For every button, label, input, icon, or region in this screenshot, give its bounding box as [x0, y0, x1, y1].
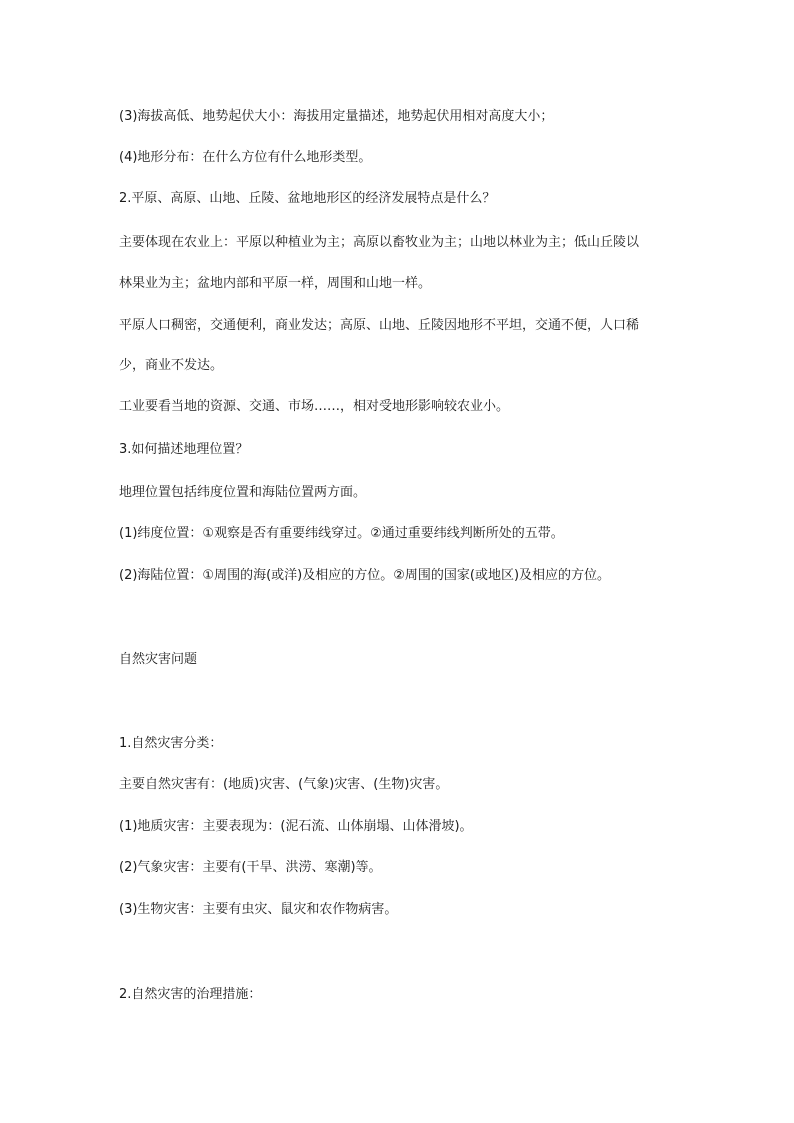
paragraph-main-disasters: 主要自然灾害有：(地质)灾害、(气象)灾害、(生物)灾害。	[119, 777, 449, 792]
question-economic-features: 2.平原、高原、山地、丘陵、盆地地形区的经济发展特点是什么？	[119, 191, 496, 206]
paragraph-agriculture-1: 主要体现在农业上：平原以种植业为主；高原以畜牧业为主；山地以林业为主；低山丘陵以	[119, 235, 640, 250]
paragraph-terrain-distribution: (4)地形分布：在什么方位有什么地形类型。	[119, 150, 372, 165]
paragraph-geological-disasters: (1)地质灾害：主要表现为：(泥石流、山体崩塌、山体滑坡)。	[119, 819, 473, 834]
paragraph-biological-disasters: (3)生物灾害：主要有虫灾、鼠灾和农作物病害。	[119, 902, 398, 917]
paragraph-location-intro: 地理位置包括纬度位置和海陆位置两方面。	[119, 485, 367, 500]
paragraph-agriculture-2: 林果业为主；盆地内部和平原一样，周围和山地一样。	[119, 276, 432, 291]
paragraph-meteorological-disasters: (2)气象灾害：主要有(干旱、洪涝、寒潮)等。	[119, 860, 382, 875]
section-heading-natural-disasters: 自然灾害问题	[119, 652, 198, 667]
paragraph-population-2: 少，商业不发达。	[119, 358, 224, 373]
question-describe-location: 3.如何描述地理位置？	[119, 442, 249, 457]
paragraph-industry: 工业要看当地的资源、交通、市场……，相对受地形影响较农业小。	[119, 399, 510, 414]
question-disaster-control: 2.自然灾害的治理措施：	[119, 987, 262, 1002]
paragraph-latitude-position: (1)纬度位置：①观察是否有重要纬线穿过。②通过重要纬线判断所处的五带。	[119, 526, 564, 541]
paragraph-terrain-elevation: (3)海拔高低、地势起伏大小：海拔用定量描述，地势起伏用相对高度大小；	[119, 109, 554, 124]
paragraph-sea-land-position: (2)海陆位置：①周围的海(或洋)及相应的方位。②周围的国家(或地区)及相应的方位。	[119, 568, 611, 583]
question-disaster-classification: 1.自然灾害分类：	[119, 736, 223, 751]
paragraph-population-1: 平原人口稠密，交通便利，商业发达；高原、山地、丘陵因地形不平坦，交通不便，人口稀	[119, 318, 640, 333]
